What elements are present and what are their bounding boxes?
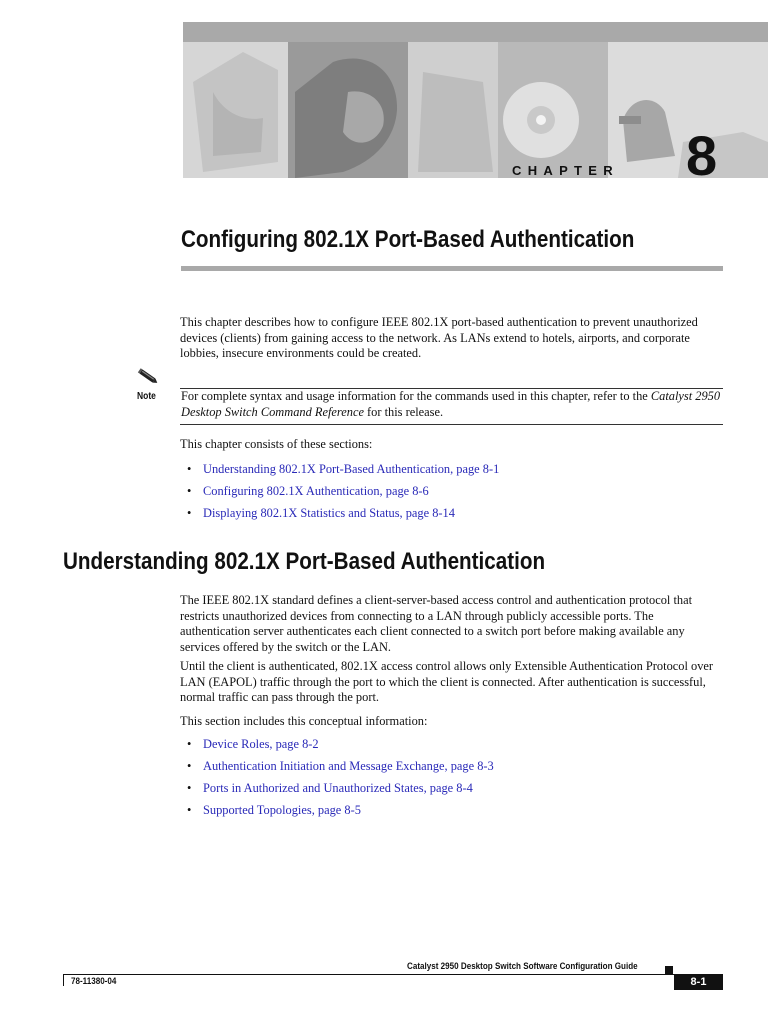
bullet-icon: • bbox=[187, 737, 192, 751]
section-paragraph: Until the client is authenticated, 802.1X access control allows only Extensible Authentication Protocol over LAN (EAPOL) traffic through the port to which the client is connected. After authentication is successful, normal traffic can pass through the port. bbox=[180, 659, 714, 704]
footer-tick bbox=[63, 974, 64, 986]
list-item bbox=[187, 733, 727, 755]
page-number: 8-1 bbox=[674, 974, 723, 990]
title-rule bbox=[181, 266, 723, 271]
list-item bbox=[187, 458, 727, 480]
footer-doc-number: 78-11380-04 bbox=[71, 976, 117, 987]
note-rule-bottom bbox=[180, 424, 723, 425]
pencil-icon bbox=[136, 368, 160, 386]
topic-link[interactable]: Authentication Initiation and Message Exchange, page 8-3 bbox=[203, 759, 494, 773]
topic-link[interactable]: Supported Topologies, page 8-5 bbox=[203, 803, 361, 817]
bullet-icon: • bbox=[187, 781, 192, 795]
section-link[interactable]: Displaying 802.1X Statistics and Status, page 8-14 bbox=[203, 506, 455, 520]
chapter-number: 8 bbox=[686, 124, 718, 187]
note-text-after: for this release. bbox=[363, 404, 444, 419]
intro-paragraph: This chapter describes how to configure IEEE 802.1X port-based authentication to prevent unauthorized devices (clients) from gaining access to the network. As LANs extend to hotels, airports, and corporate lobbies, insecure environments could be created. bbox=[180, 315, 698, 360]
note-text-before: For complete syntax and usage information for the commands used in this chapter, refer to the bbox=[181, 389, 651, 403]
footer-guide-title: Catalyst 2950 Desktop Switch Software Configuration Guide bbox=[407, 961, 638, 972]
section-link[interactable]: Configuring 802.1X Authentication, page 8-6 bbox=[203, 484, 429, 498]
banner-illustration bbox=[183, 22, 768, 178]
bullet-icon: • bbox=[187, 506, 192, 520]
list-item bbox=[187, 502, 727, 524]
footer-marker bbox=[665, 966, 673, 974]
footer-rule bbox=[63, 974, 723, 975]
list-item bbox=[187, 480, 727, 502]
bullet-icon: • bbox=[187, 462, 192, 476]
note-label: Note bbox=[137, 391, 156, 402]
chapter-banner bbox=[183, 22, 768, 178]
section-paragraph: The IEEE 802.1X standard defines a client-server-based access control and authentication protocol that restricts unauthorized devices from connecting to a LAN through publicly accessible ports. The authentication server authenticates each client connected to a switch port before making available any services offered by the switch or the LAN. bbox=[180, 593, 693, 654]
note-text bbox=[181, 389, 721, 420]
list-item bbox=[187, 755, 727, 777]
list-item bbox=[187, 777, 727, 799]
bullet-icon: • bbox=[187, 484, 192, 498]
section-heading: Understanding 802.1X Port-Based Authentication bbox=[63, 548, 546, 575]
note-reference-title: Catalyst 2950 Desktop Switch Command Reference bbox=[181, 389, 721, 419]
chapter-word: CHAPTER bbox=[512, 163, 619, 178]
topic-link[interactable]: Device Roles, page 8-2 bbox=[203, 737, 319, 751]
sections-list bbox=[187, 458, 727, 524]
list-item bbox=[187, 799, 727, 821]
section-link[interactable]: Understanding 802.1X Port-Based Authentication, page 8-1 bbox=[203, 462, 500, 476]
bullet-icon: • bbox=[187, 759, 192, 773]
bullet-icon: • bbox=[187, 803, 192, 817]
section-paragraph: This section includes this conceptual information: bbox=[180, 714, 428, 728]
topic-link[interactable]: Ports in Authorized and Unauthorized States, page 8-4 bbox=[203, 781, 473, 795]
sections-intro: This chapter consists of these sections: bbox=[180, 437, 373, 451]
chapter-title: Configuring 802.1X Port-Based Authentication bbox=[181, 226, 635, 253]
topics-list bbox=[187, 733, 727, 821]
